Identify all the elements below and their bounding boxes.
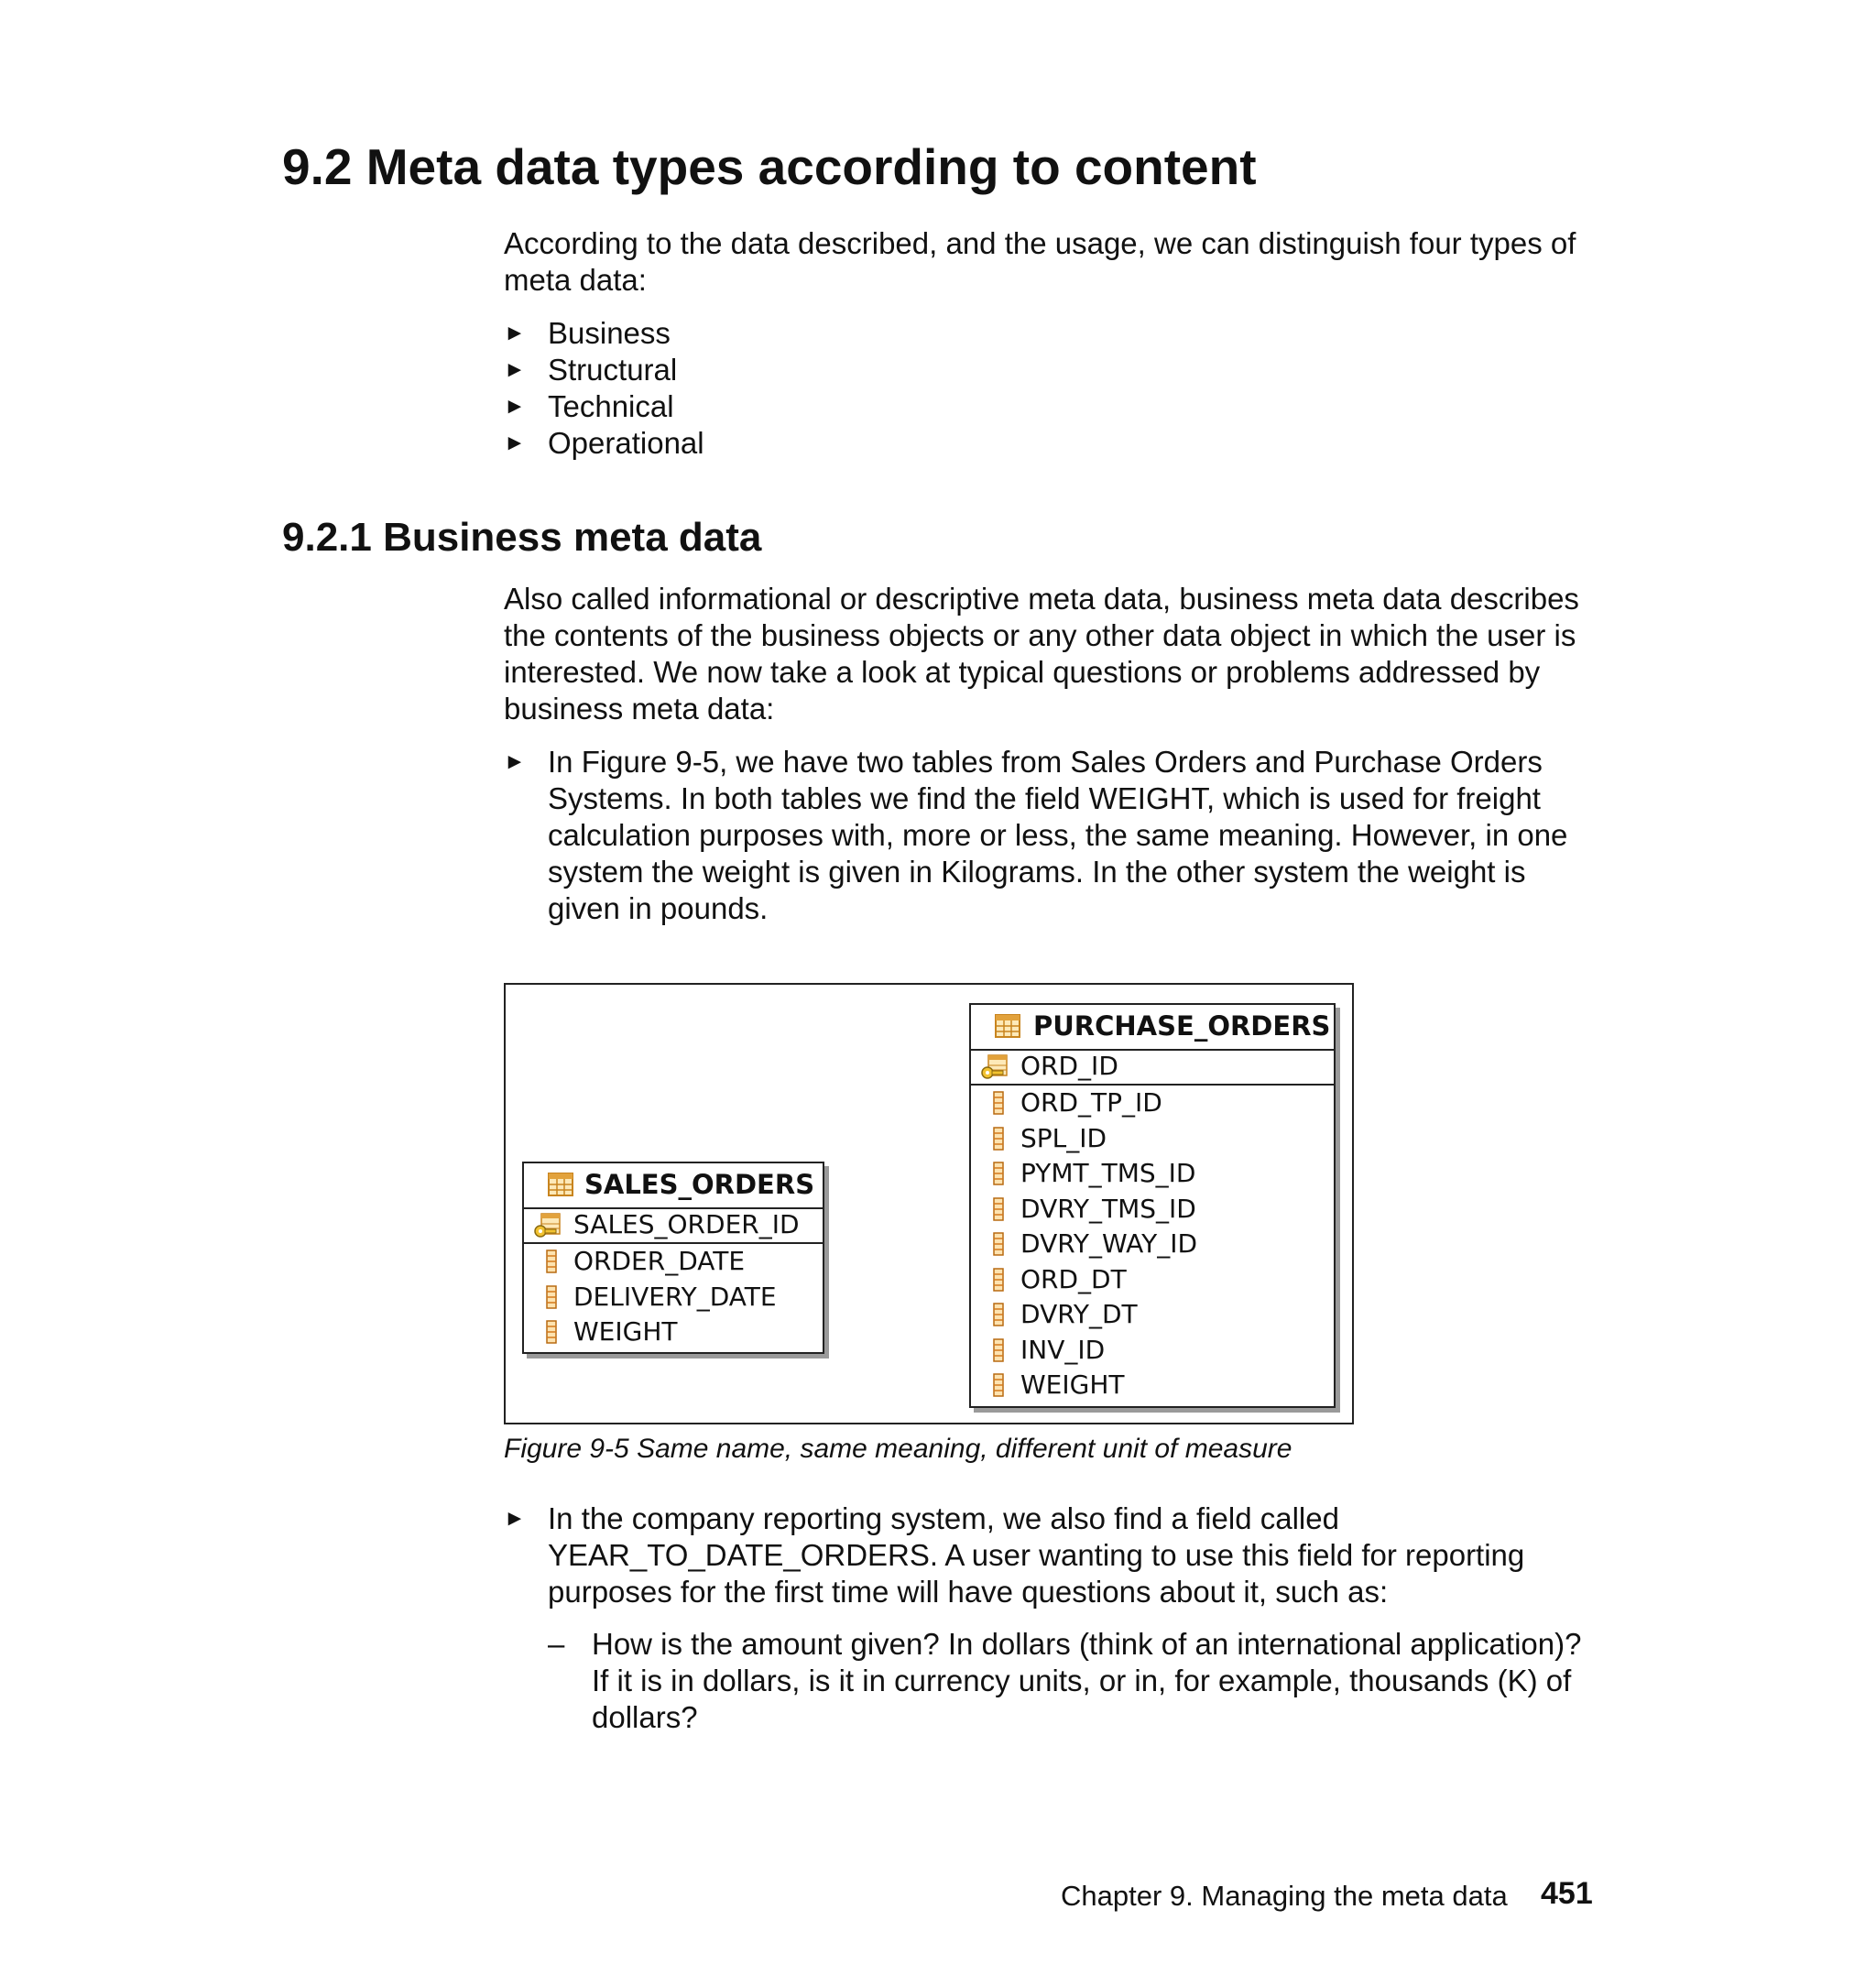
table-icon [995, 1014, 1020, 1038]
column-name: PYMT_TMS_ID [1020, 1158, 1196, 1188]
column-icon [993, 1091, 1004, 1115]
bullet-marker: ► [504, 357, 526, 382]
table-row [524, 1315, 823, 1350]
primary-key-icon [533, 1211, 562, 1240]
column-name: DELIVERY_DATE [573, 1281, 777, 1312]
text-line: given in pounds. [548, 891, 769, 925]
text-line: the contents of the business objects or any other data object in which the user is [504, 618, 1576, 652]
column-name: ORD_TP_ID [1020, 1087, 1162, 1118]
table-icon [548, 1173, 573, 1196]
text-line: Systems. In both tables we find the field WEIGHT, which is used for freight [548, 781, 1541, 815]
business-paragraph [504, 581, 1603, 727]
primary-key-row [971, 1051, 1334, 1086]
column-icon [993, 1232, 1004, 1256]
intro-paragraph [504, 225, 1603, 299]
bullet-item-reporting-field [504, 1500, 1603, 1620]
figure-caption: Figure 9-5 Same name, same meaning, different unit of measure [504, 1434, 1292, 1464]
column-name: DVRY_DT [1020, 1299, 1138, 1329]
text-line: How is the amount given? In dollars (think of an international application)? [592, 1627, 1582, 1661]
page-number: 451 [1541, 1876, 1593, 1911]
column-icon [993, 1338, 1004, 1362]
text-line: system the weight is given in Kilograms. In the other system the weight is [548, 855, 1526, 889]
purchase-orders-table [969, 1003, 1336, 1408]
bullet-item-figure-reference [504, 744, 1603, 936]
column-icon [993, 1197, 1004, 1221]
column-name: WEIGHT [573, 1316, 678, 1347]
table-row [971, 1227, 1334, 1262]
bullet-marker: ► [504, 749, 526, 774]
column-icon [993, 1162, 1004, 1185]
column-icon [993, 1373, 1004, 1397]
text-line: According to the data described, and the usage, we can distinguish four types of [504, 226, 1576, 260]
list-item [504, 425, 870, 462]
text-line: purposes for the first time will have questions about it, such as: [548, 1575, 1389, 1609]
bullet-marker: ► [504, 431, 526, 455]
text-line: meta data: [504, 263, 647, 297]
column-name: DVRY_WAY_ID [1020, 1228, 1198, 1259]
list-item-label: Technical [548, 389, 674, 423]
sales-orders-table [522, 1162, 824, 1354]
column-icon [993, 1268, 1004, 1292]
column-icon [546, 1249, 557, 1273]
table-title: SALES_ORDERS [584, 1169, 815, 1200]
column-icon [993, 1127, 1004, 1151]
bullet-marker: ► [504, 321, 526, 345]
bullet-marker: ► [504, 394, 526, 419]
list-item [504, 388, 870, 425]
text-line: Also called informational or descriptive meta data, business meta data describes [504, 582, 1579, 616]
column-icon [546, 1320, 557, 1344]
subsection-heading: 9.2.1 Business meta data [282, 515, 762, 560]
meta-data-types-list [504, 315, 870, 462]
list-item [504, 352, 870, 388]
running-footer: Chapter 9. Managing the meta data [1061, 1880, 1508, 1912]
section-heading: 9.2 Meta data types according to content [282, 138, 1257, 195]
text-line: In Figure 9-5, we have two tables from Sales Orders and Purchase Orders [548, 745, 1543, 779]
column-name: ORD_DT [1020, 1263, 1127, 1294]
text-line: calculation purposes with, more or less, the same meaning. However, in one [548, 818, 1568, 852]
text-line: dollars? [592, 1700, 698, 1734]
figure-9-5 [504, 983, 1354, 1424]
column-name: WEIGHT [1020, 1369, 1125, 1400]
table-row [971, 1192, 1334, 1228]
dash-marker: – [548, 1627, 565, 1661]
table-row [524, 1244, 823, 1280]
list-item [504, 315, 870, 352]
table-row [971, 1121, 1334, 1157]
table-header [971, 1005, 1334, 1051]
table-title: PURCHASE_ORDERS [1033, 1010, 1331, 1042]
table-row [971, 1262, 1334, 1298]
list-item-label: Operational [548, 426, 704, 460]
column-icon [546, 1285, 557, 1309]
bullet-marker: ► [504, 1506, 526, 1531]
text-line: In the company reporting system, we also find a field called [548, 1501, 1339, 1535]
column-icon [993, 1303, 1004, 1326]
sub-bullet-item-amount [548, 1626, 1610, 1745]
key-column-name: SALES_ORDER_ID [573, 1209, 800, 1239]
table-row [524, 1280, 823, 1315]
text-line: If it is in dollars, is it in currency units, or in, for example, thousands (K) of [592, 1664, 1572, 1697]
primary-key-row [524, 1209, 823, 1244]
text-line: YEAR_TO_DATE_ORDERS. A user wanting to use this field for reporting [548, 1538, 1525, 1572]
table-row [971, 1333, 1334, 1369]
column-name: SPL_ID [1020, 1122, 1107, 1153]
column-name: ORDER_DATE [573, 1246, 746, 1276]
column-name: INV_ID [1020, 1334, 1106, 1365]
table-row [971, 1297, 1334, 1333]
table-header [524, 1163, 823, 1209]
table-row [971, 1368, 1334, 1403]
list-item-label: Structural [548, 353, 678, 387]
list-item-label: Business [548, 316, 671, 350]
primary-key-icon [980, 1053, 1009, 1082]
text-line: interested. We now take a look at typical questions or problems addressed by [504, 655, 1541, 689]
column-name: DVRY_TMS_ID [1020, 1193, 1196, 1224]
text-line: business meta data: [504, 692, 775, 726]
table-row [971, 1156, 1334, 1192]
key-column-name: ORD_ID [1020, 1051, 1118, 1081]
table-row [971, 1086, 1334, 1121]
